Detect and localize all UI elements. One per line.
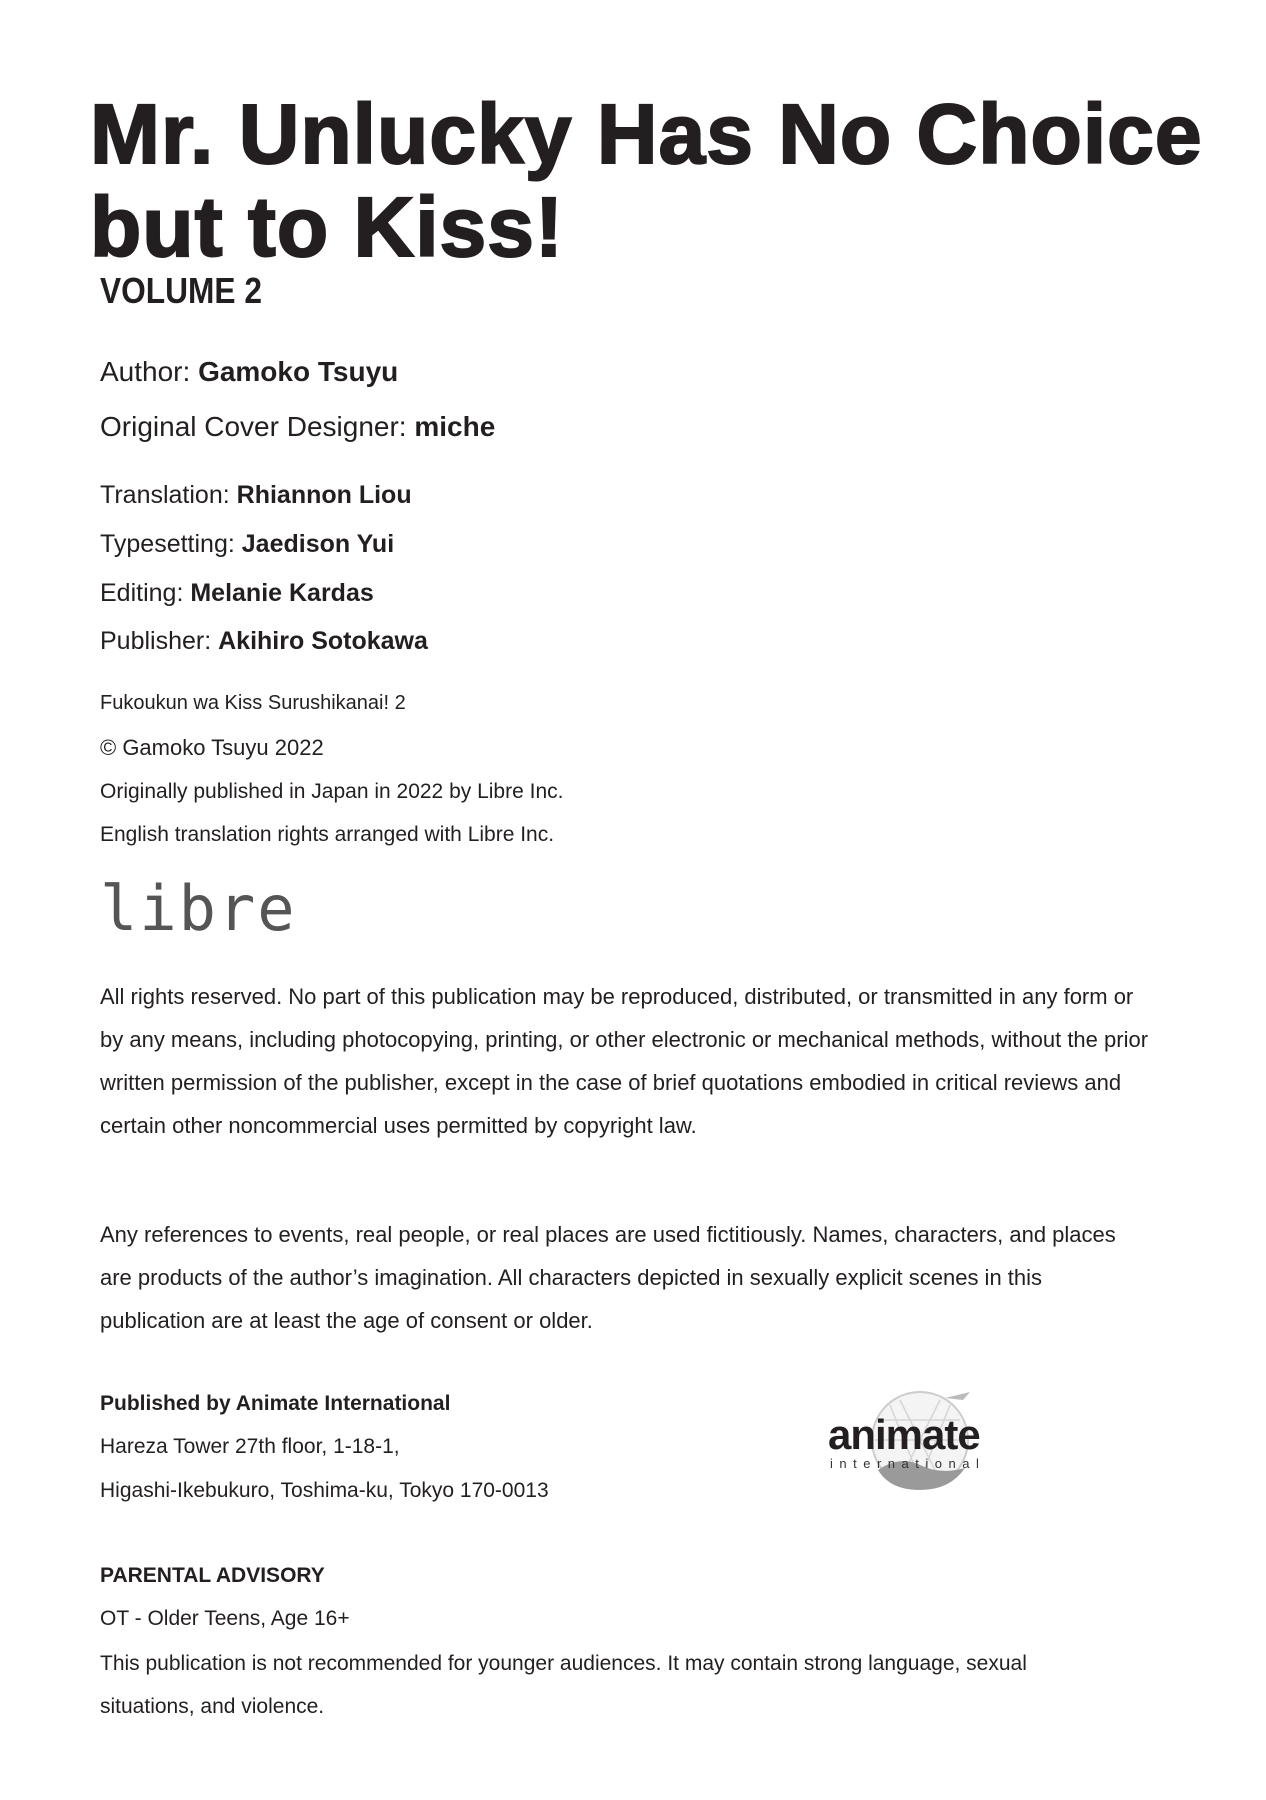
credit-label: Typesetting: (100, 530, 235, 558)
volume-label: VOLUME 2 (100, 270, 262, 311)
credit-label: Author: (100, 356, 191, 387)
publisher-heading: Published by Animate International (100, 1392, 451, 1415)
credit-typesetting (100, 530, 394, 559)
credit-label: Publisher: (100, 627, 212, 655)
credit-value: Jaedison Yui (241, 530, 395, 558)
advisory-rating: OT - Older Teens, Age 16+ (100, 1607, 350, 1630)
credit-author (100, 356, 398, 388)
rights-paragraph: All rights reserved. No part of this publication may be reproduced, distributed, or transmitted in any form or by any means, including photocopying, printing, or other electronic or mechanical methods, without the prior written permission of the publisher, except in the case of brief quotations embodied in critical reviews and certain other noncommercial uses permitted by copyright law. (100, 984, 1149, 1138)
original-publication: Originally published in Japan in 2022 by Libre Inc. (100, 780, 564, 803)
advisory-heading: PARENTAL ADVISORY (100, 1564, 325, 1587)
copyright: © Gamoko Tsuyu 2022 (100, 735, 324, 760)
credit-value: Melanie Kardas (190, 579, 374, 607)
publisher-address-2: Higashi-Ikebukuro, Toshima-ku, Tokyo 170-0013 (100, 1479, 549, 1502)
credit-label: Editing: (100, 579, 184, 607)
credit-publisher (100, 627, 428, 656)
translation-rights: English translation rights arranged with Libre Inc. (100, 823, 555, 846)
credit-label: Original Cover Designer: (100, 411, 407, 442)
original-title: Fukoukun wa Kiss Surushikanai! 2 (100, 692, 406, 714)
animate-international-logo (820, 1380, 1010, 1505)
publisher-address-1: Hareza Tower 27th floor, 1-18-1, (100, 1435, 400, 1458)
libre-logo: libre (100, 872, 297, 945)
credit-editing (100, 579, 374, 608)
animate-logo-subtext: international (830, 1456, 986, 1471)
credit-cover-designer (100, 411, 495, 443)
fiction-disclaimer: Any references to events, real people, or real places are used fictitiously. Names, characters, and places are products of the author’s imagination. All characters depicted in sexually explicit scenes in this publication are at least the age of consent or older. (100, 1222, 1116, 1333)
advisory-note: This publication is not recommended for younger audiences. It may contain strong language, sexual situations, and violence. (100, 1652, 1027, 1718)
title-line-2: but to Kiss! (90, 180, 564, 274)
credit-label: Translation: (100, 481, 230, 509)
credit-value: Gamoko Tsuyu (198, 356, 399, 387)
credit-value: miche (414, 411, 496, 442)
animate-logo-text: animate (828, 1411, 980, 1458)
title-line-1: Mr. Unlucky Has No Choice (90, 87, 1203, 181)
credit-translation (100, 481, 412, 510)
credit-value: Akihiro Sotokawa (218, 627, 428, 655)
credit-value: Rhiannon Liou (236, 481, 412, 509)
